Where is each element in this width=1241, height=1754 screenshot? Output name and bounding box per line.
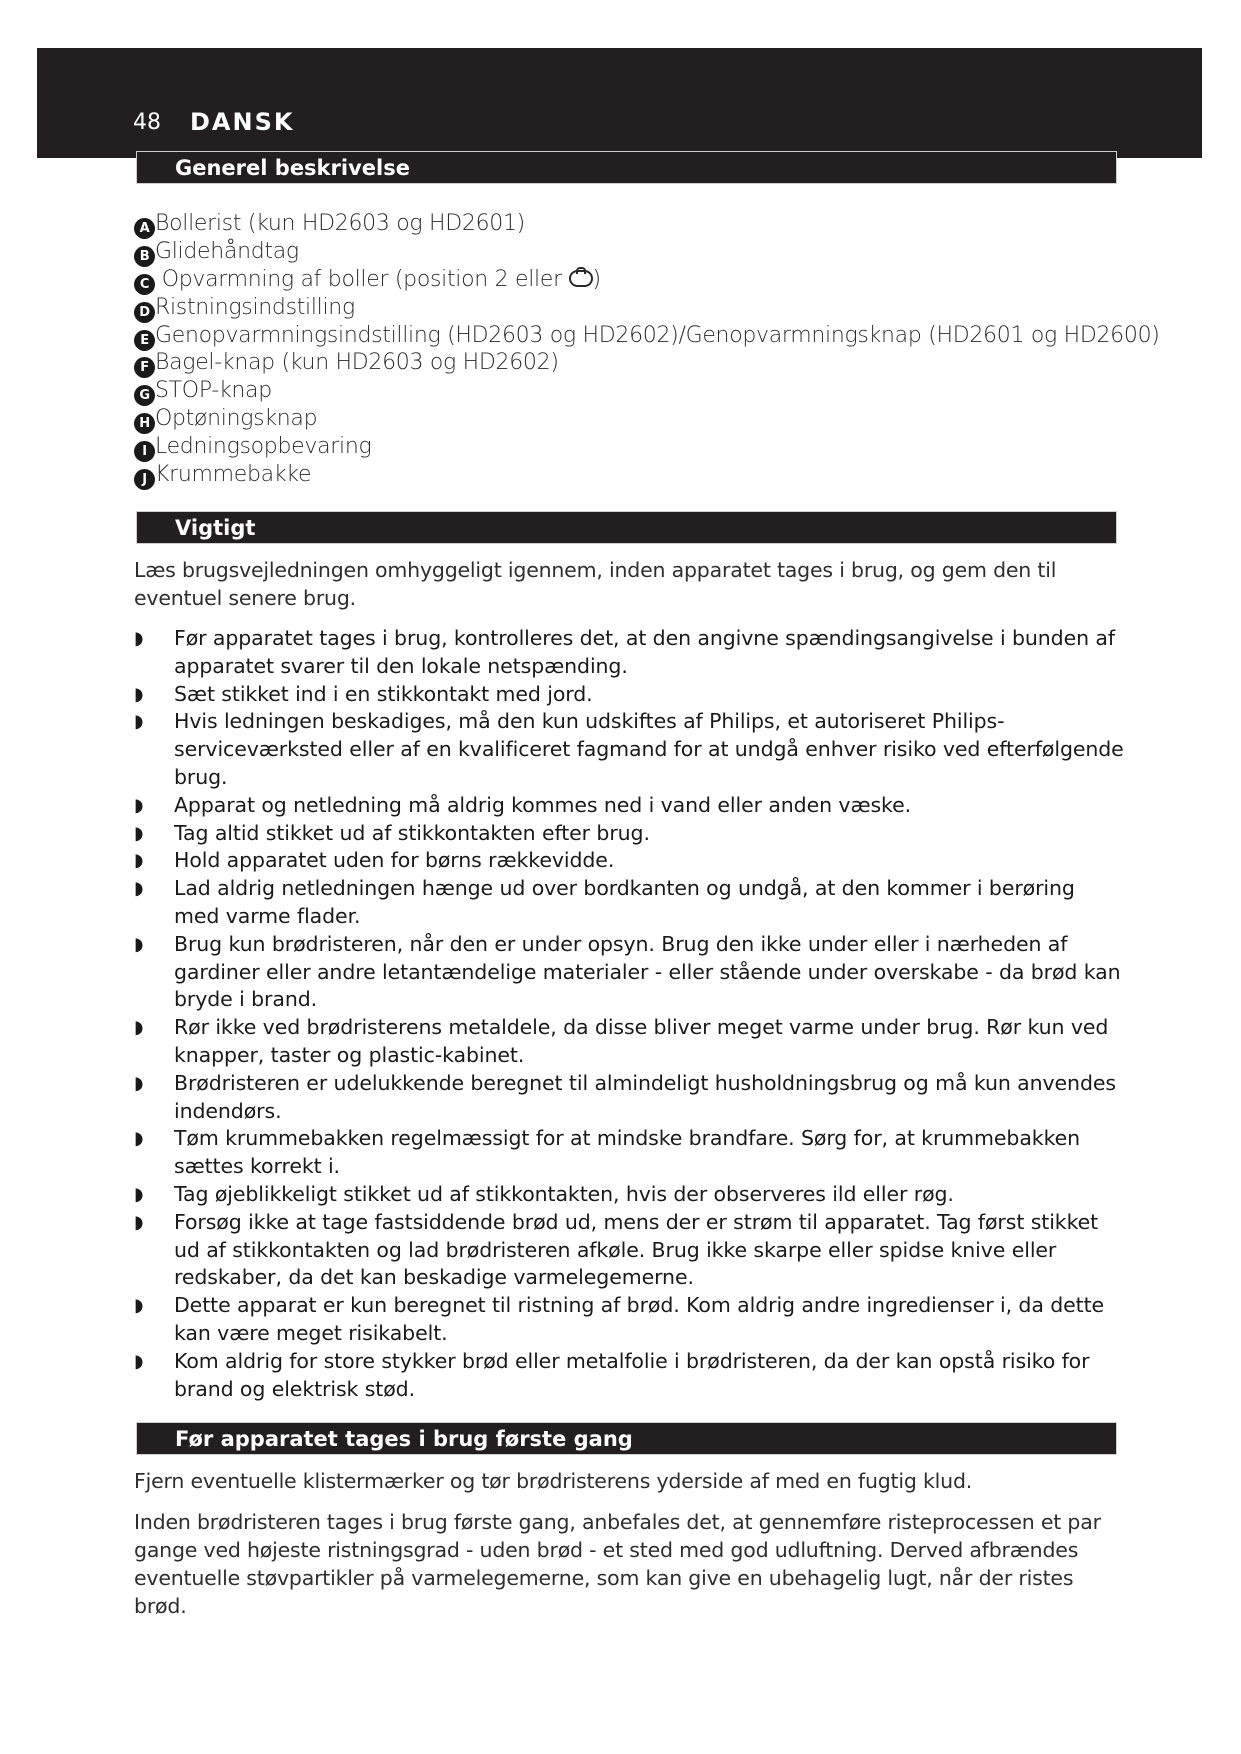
list-item: ◗ Hold apparatet uden for børns rækkevidde. (134, 847, 1124, 875)
bullet-marker-icon: ◗ (134, 878, 144, 900)
bullet-marker-icon: ◗ (134, 1350, 144, 1372)
bullet-marker-icon: ◗ (134, 933, 144, 955)
first-use-paragraph-1: Fjern eventuelle klistermærker og tør brødristerens yderside af med en fugtig klud. (134, 1469, 973, 1493)
first-use-paragraph-2: Inden brødristeren tages i brug første gang, anbefales det, at gennemføre risteprocessen et par gange ved højeste ristningsgrad - uden brød - et sted med god udluftning. Derved afbrændes eventuelle støvpartikler på varmelegemerne, som kan give en ubehagelig lugt, når der ristes brød. (134, 1510, 1101, 1618)
bullet-marker-icon: ◗ (134, 850, 144, 872)
list-item: E Genopvarmningsindstilling (HD2603 og HD2602)/Genopvarmningsknap (HD2601 og HD2600) (134, 322, 1134, 350)
circled-letter-icon: I (134, 441, 155, 462)
circled-letter-icon: B (134, 246, 155, 267)
section-header-important (136, 511, 1117, 544)
bullet-marker-icon: ◗ (134, 822, 144, 844)
list-item: H Optøningsknap (134, 405, 1134, 433)
list-item: ◗ Tag øjeblikkeligt stikket ud af stikkontakten, hvis der observeres ild eller røg. (134, 1181, 1124, 1209)
list-item: ◗ Hvis ledningen beskadiges, må den kun udskiftes af Philips, et autoriseret Philips-serviceværksted eller af en kvalificeret fagmand for at undgå enhver risiko ved efterfølgende brug. (134, 709, 1124, 789)
list-item: ◗ Dette apparat er kun beregnet til ristning af brød. Kom aldrig andre ingredienser i, da dette kan være meget risikabelt. (134, 1293, 1105, 1345)
list-item: ◗ Brødristeren er udelukkende beregnet til almindeligt husholdningsbrug og må kun anvendes indendørs. (134, 1070, 1116, 1123)
bullet-marker-icon: ◗ (134, 683, 144, 705)
bullet-marker-icon: ◗ (134, 628, 144, 649)
list-item: ◗ Tøm krummebakken regelmæssigt for at mindske brandfare. Sørg for, at krummebakken sættes korrekt i. (134, 1126, 1081, 1179)
list-item: J Krummebakke (134, 461, 1134, 489)
list-item: ◗ Før apparatet tages i brug, kontrolleres det, at den angivne spændingsangivelse i bunden af apparatet svarer til den lokale netspænding. (134, 626, 1115, 678)
circled-letter-icon: A (134, 218, 155, 239)
page-number: 48 (133, 110, 161, 135)
list-item: G STOP-knap (134, 377, 1134, 405)
important-intro: Læs brugsvejledningen omhyggeligt igennem, inden apparatet tages i brug, og gem den til eventuel senere brug. (134, 558, 1057, 610)
list-item: ◗ Brug kun brødristeren, når den er under opsyn. Brug den ikke under eller i nærheden af gardiner eller andre letantændelige materialer - eller stående under overskabe - da brød kan bryde i brand. (134, 931, 1121, 1012)
list-item: B Glidehåndtag (134, 238, 1134, 266)
warnings-list (134, 625, 1124, 1403)
list-item: ◗ Kom aldrig for store stykker brød eller metalfolie i brødristeren, da der kan opstå risiko for brand og elektrisk stød. (134, 1348, 1090, 1401)
circled-letter-icon: G (134, 385, 155, 406)
description-list (134, 210, 1160, 489)
bullet-marker-icon: ◗ (134, 711, 144, 733)
circled-letter-icon: E (134, 330, 155, 351)
section-title: Før apparatet tages i brug første gang (175, 1427, 633, 1451)
bullet-marker-icon: ◗ (134, 1211, 144, 1233)
list-item: F Bagel-knap (kun HD2603 og HD2602) (134, 349, 1134, 377)
list-item: ◗ Apparat og netledning må aldrig kommes ned i vand eller anden væske. (134, 792, 1124, 820)
bullet-marker-icon: ◗ (134, 1183, 144, 1205)
bullet-marker-icon: ◗ (134, 1128, 144, 1150)
bun-warming-symbol-icon (569, 270, 593, 287)
circled-letter-icon: F (134, 357, 155, 378)
circled-letter-icon: H (134, 413, 155, 434)
circled-letter-icon: D (134, 302, 155, 323)
bullet-marker-icon: ◗ (134, 794, 144, 816)
language-title: DANSK (190, 108, 295, 136)
section-title: Generel beskrivelse (175, 156, 410, 180)
circled-letter-icon: C (134, 274, 155, 295)
list-item: ◗ Rør ikke ved brødristerens metaldele, da disse bliver meget varme under brug. Rør kun ved knapper, taster og plastic-kabinet. (134, 1015, 1109, 1067)
header-bar (37, 48, 1202, 158)
list-item: D Ristningsindstilling (134, 294, 1134, 322)
section-header-general (136, 151, 1117, 184)
bullet-marker-icon: ◗ (134, 1072, 144, 1094)
list-item: ◗ Forsøg ikke at tage fastsiddende brød ud, mens der er strøm til apparatet. Tag først stikket ud af stikkontakten og lad brødristeren afkøle. Brug ikke skarpe eller spidse knive eller redskaber, da det kan beskadige varmelegemerne. (134, 1209, 1099, 1290)
section-title: Vigtigt (175, 516, 256, 540)
list-item: I Ledningsopbevaring (134, 433, 1134, 461)
list-item: ◗ Lad aldrig netledningen hænge ud over bordkanten og undgå, at den kommer i berøring med varme flader. (134, 876, 1075, 928)
list-item: A Bollerist (kun HD2603 og HD2601) (134, 210, 1134, 238)
list-item: ◗ Sæt stikket ind i en stikkontakt med jord. (134, 681, 1124, 709)
list-item: ◗ Tag altid stikket ud af stikkontakten efter brug. (134, 820, 1124, 848)
bullet-marker-icon: ◗ (134, 1017, 144, 1039)
section-header-first-use (136, 1422, 1117, 1455)
bullet-marker-icon: ◗ (134, 1295, 144, 1317)
circled-letter-icon: J (134, 469, 155, 490)
list-item: C Opvarmning af boller (position 2 eller ) (134, 266, 1134, 294)
